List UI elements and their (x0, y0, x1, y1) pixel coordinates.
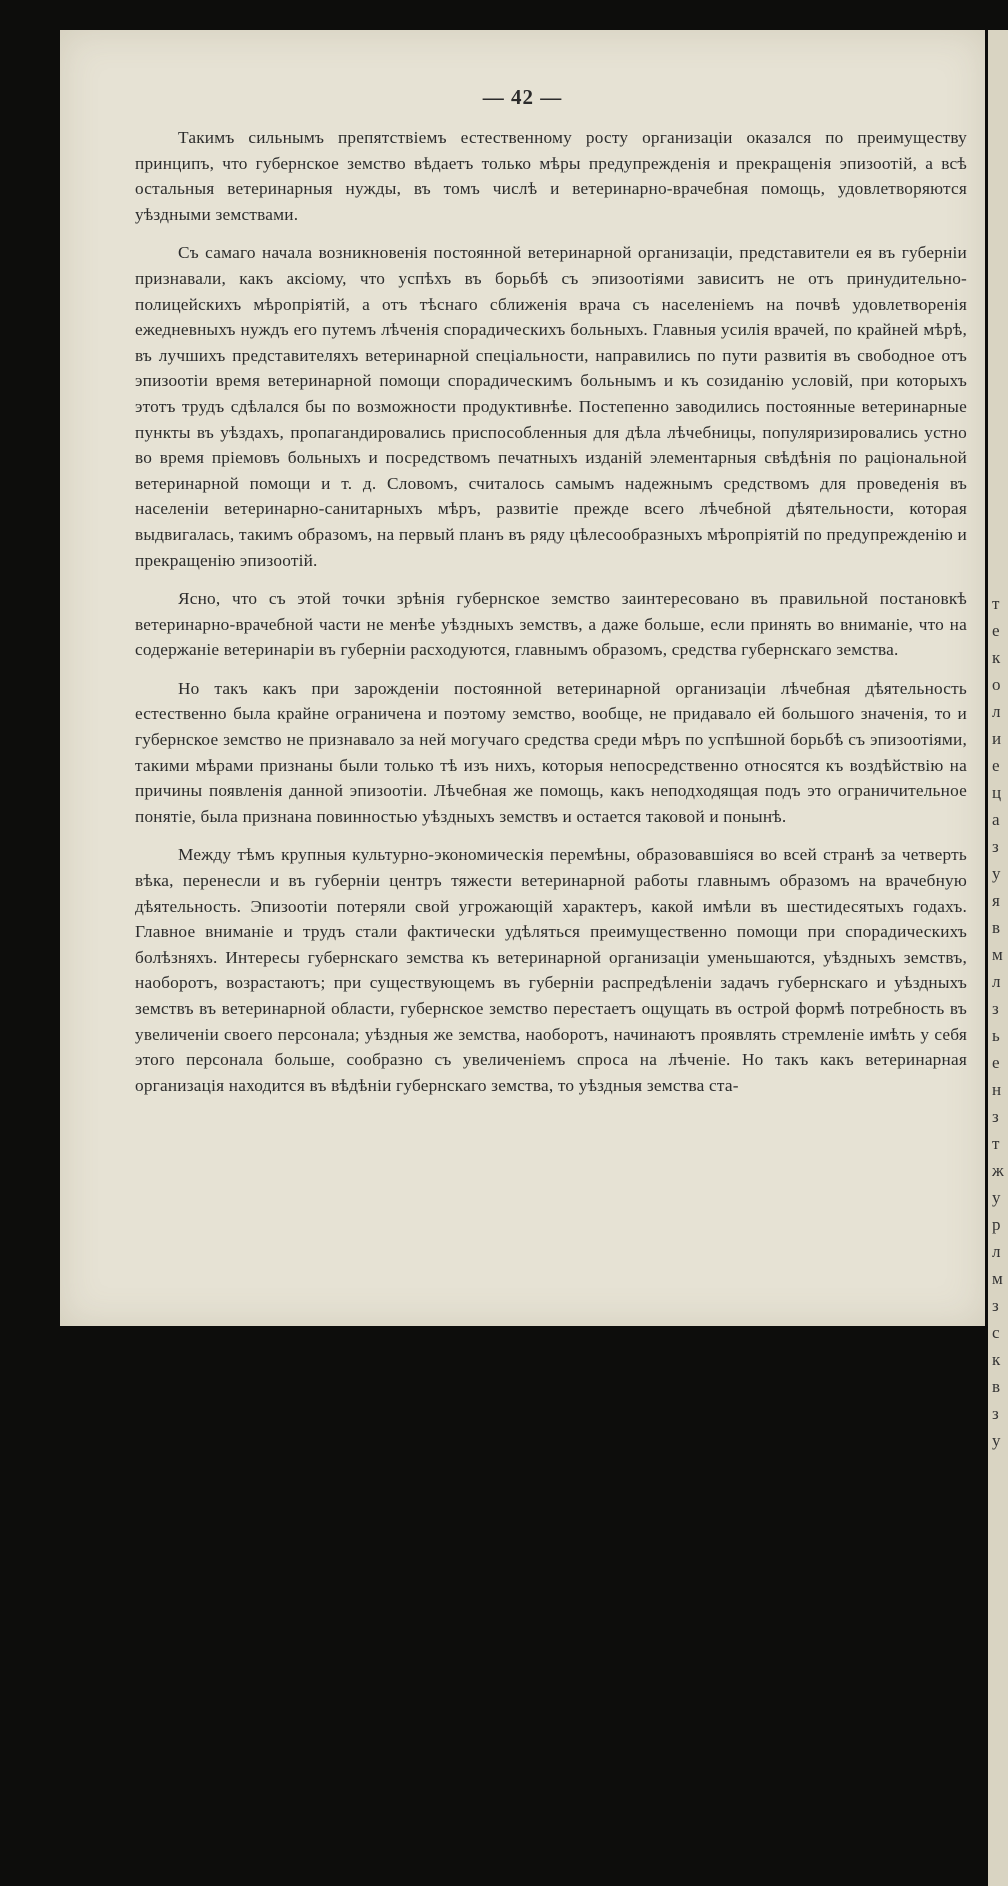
paragraph-5: Между тѣмъ крупныя культурно-экономическія перемѣны, образовавшіяся во всей странѣ за четверть вѣка, перенесли и въ губерніи центръ тяжести ветеринарной работы главнымъ образомъ на врачебную дѣятельность. Эпизоотіи потеряли свой угрожающій характеръ, какой имѣли въ шестидесятыхъ годахъ. Главное вниманіе и трудъ стали фактически удѣляться преимущественно помощи при спорадическихъ болѣзняхъ. Интересы губернскаго земства къ ветеринарной организаціи уменьшаются, уѣздныхъ земствъ, наоборотъ, возрастаютъ; при существующемъ въ губерніи распредѣленіи задачъ губернскаго и уѣздныхъ земствъ въ ветеринарной области, губернское земство перестаетъ ощущать въ острой формѣ потребность въ увеличеніи своего персонала; уѣздныя же земства, наоборотъ, начинаютъ проявлять стремленіе имѣть у себя этого персонала больше, сообразно съ увеличеніемъ спроса на лѣченіе. Но такъ какъ ветеринарная организація находится въ вѣдѣніи губернскаго земства, то уѣздныя земства ста- (135, 845, 967, 1095)
next-page-letter: е (992, 1053, 1000, 1072)
paragraph-1: Такимъ сильнымъ препятствіемъ естественному росту организаціи оказался по преимуществу принципъ, что губернское земство вѣдаетъ только мѣры предупрежденія и прекращенія эпизоотій, а всѣ остальныя ветеринарныя нужды, въ томъ числѣ и ветеринарно-врачебная помощь, удовлетворяются уѣздными земствами. (135, 128, 967, 224)
next-page-letter: е (992, 621, 1000, 640)
next-page-letter: с (992, 1323, 1000, 1342)
next-page-letter: к (992, 648, 1001, 667)
body-text (135, 125, 967, 1111)
next-page-letter: ь (992, 1026, 1000, 1045)
next-page-letter: р (992, 1215, 1001, 1234)
next-page-letter: у (992, 864, 1001, 883)
paragraph-4: Но такъ какъ при зарожденіи постоянной ветеринарной организаціи лѣчебная дѣятельность естественно была крайне ограничена и поэтому земство, вообще, не придавало ей большого значенія, то и губернское земство не признавало за ней могучаго средства среди мѣръ по успѣшной борьбѣ съ эпизоотіями, такими мѣрами признаны были только тѣ изъ нихъ, которыя непосредственно относятся къ воздѣйствію на причины появленія данной эпизоотіи. Лѣчебная же помощь, какъ неподходящая подъ это ограничительное понятіе, была признана повинностью уѣздныхъ земствъ и остается таковой и понынѣ. (135, 678, 967, 826)
next-page-letter: а (992, 810, 1000, 829)
document-page (60, 30, 985, 1326)
paragraph-2: Съ самаго начала возникновенія постоянной ветеринарной организаціи, представители ея въ губерніи признавали, какъ аксіому, что успѣхъ въ борьбѣ съ эпизоотіями зависитъ не отъ принудительно-полицейскихъ мѣропріятій, а отъ тѣснаго сближенія врача съ населеніемъ на почвѣ удовлетворенія ежедневныхъ нуждъ его путемъ лѣченія спорадическихъ больныхъ. Главныя усилія врачей, по крайней мѣрѣ, въ лучшихъ представителяхъ ветеринарной спеціальности, направились по пути развитія въ свободное отъ эпизоотіи время ветеринарной помощи спорадическимъ больнымъ и къ созиданію условій, при которыхъ этотъ трудъ сдѣлался бы по возможности продуктивнѣе. Постепенно заводились постоянные ветеринарные пункты въ уѣздахъ, пропагандировались приспособленныя для дѣла лѣчебницы, популяризировались устно во время пріемовъ больныхъ и посредствомъ печатныхъ изданій элементарныя свѣдѣнія по раціональной ветеринарной помощи и т. д. Словомъ, считалось самымъ надежнымъ средствомъ для проведенія въ населеніи ветеринарно-санитарныхъ мѣръ, развитіе прежде всего лѣчебной дѣятельности, которая выдвигалась, такимъ образомъ, на первый планъ въ ряду цѣлесообразныхъ мѣропріятій по предупрежденію и прекращенію эпизоотій. (135, 243, 967, 570)
next-page-letter: к (992, 1350, 1001, 1369)
next-page-letter: л (992, 972, 1001, 991)
next-page-letter: у (992, 1188, 1001, 1207)
next-page-letter: т (992, 1134, 1000, 1153)
next-page-letter: и (992, 729, 1002, 748)
page-number: — 42 — (482, 85, 563, 109)
next-page-letter: е (992, 756, 1000, 775)
next-page-letter: м (992, 1269, 1003, 1288)
next-page-letter: н (992, 1080, 1002, 1099)
next-page-letter: ж (992, 1161, 1004, 1180)
next-page-letter: м (992, 945, 1003, 964)
paragraph-3: Ясно, что съ этой точки зрѣнія губернское земство заинтересовано въ правильной постановкѣ ветеринарно-врачебной части не менѣе уѣздныхъ земствъ, а даже больше, если принять во вниманіе, что на содержаніе ветеринаріи въ губерніи расходуются, главнымъ образомъ, средства губернскаго земства. (135, 589, 967, 660)
next-page-edge (988, 30, 1008, 1886)
next-page-letter: з (992, 999, 999, 1018)
next-page-letter: о (992, 675, 1001, 694)
next-page-letter: л (992, 702, 1001, 721)
next-page-letter: л (992, 1242, 1001, 1261)
next-page-letter: я (992, 891, 1000, 910)
next-page-letter: з (992, 837, 999, 856)
next-page-letter: з (992, 1107, 999, 1126)
next-page-letter: з (992, 1296, 999, 1315)
next-page-letter: ц (992, 783, 1002, 802)
next-page-letter: в (992, 1377, 1001, 1396)
next-page-letter: в (992, 918, 1001, 937)
next-page-letter: з (992, 1404, 999, 1423)
next-page-letter: у (992, 1431, 1001, 1450)
next-page-letter: т (992, 594, 1000, 613)
